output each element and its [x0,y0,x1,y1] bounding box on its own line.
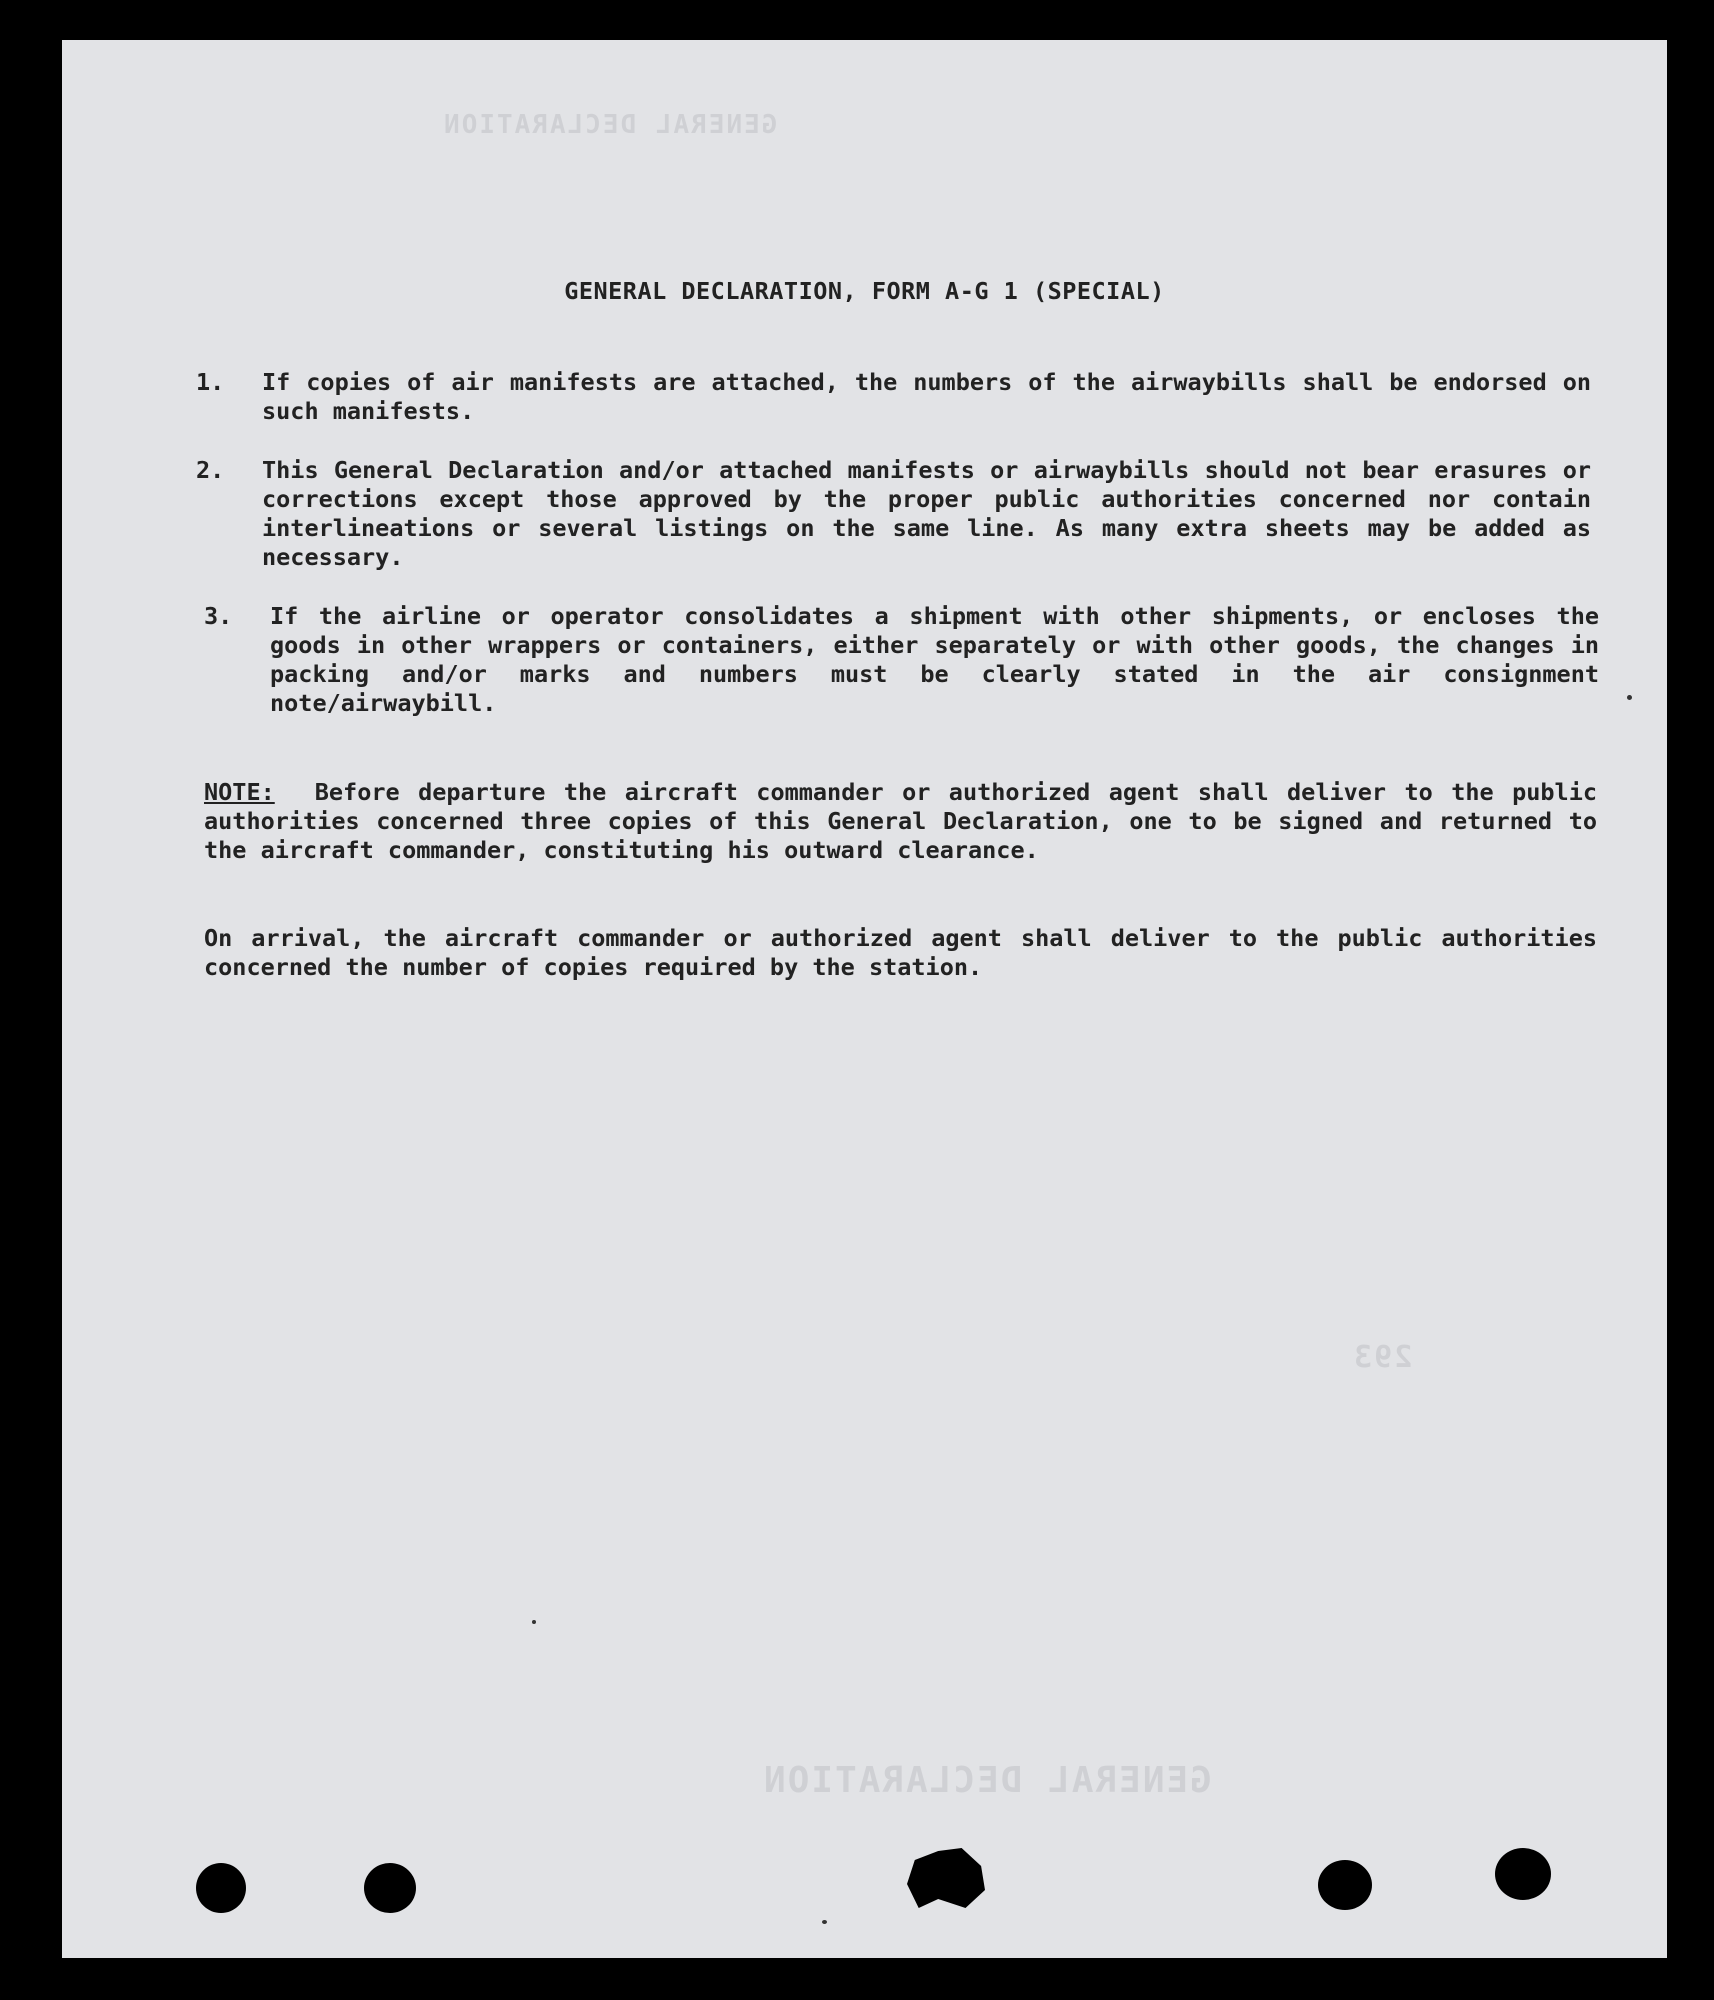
instruction-item-2 [196,456,1591,572]
item-text: This General Declaration and/or attached manifests or airwaybills should not bear erasures or corrections except those approved by the proper public authorities concerned nor contain interlineations or several listings on the same line. As many extra sheets may be added as necessary. [262,456,1591,571]
item-number: 3. [204,602,233,630]
document-page [62,40,1667,1958]
document-title: GENERAL DECLARATION, FORM A-G 1 (SPECIAL) [564,277,1165,305]
item-number: 2. [196,456,225,484]
punch-hole [1318,1860,1372,1910]
bleed-through-footer: GENERAL DECLARATION [762,1760,1212,1801]
arrival-paragraph: On arrival, the aircraft commander or authorized agent shall deliver to the public authorities concerned the number of copies required by the station. [204,924,1597,981]
bleed-through-header: GENERAL DECLARATION [442,110,778,140]
item-number: 1. [196,368,225,396]
punch-hole [196,1863,246,1913]
note-label: NOTE: [204,778,275,806]
item-text: If the airline or operator consolidates a shipment with other shipments, or encloses the goods in other wrappers or containers, either separately or with other goods, the changes in packing and/or marks and numbers must be clearly stated in the air consignment note/airwaybill. [270,602,1599,717]
speck [532,1620,536,1624]
note-text: Before departure the aircraft commander or authorized agent shall deliver to the public authorities concerned three copies of this General Declaration, one to be signed and returned to the aircraft commander, constituting his outward clearance. [204,778,1597,864]
item-text: If copies of air manifests are attached, the numbers of the airwaybills shall be endorsed on such manifests. [262,368,1591,425]
instruction-item-3 [204,602,1599,718]
note-paragraph [204,778,1597,865]
instruction-item-1 [196,368,1591,426]
bleed-through-number: 293 [1352,1340,1413,1375]
punch-hole [364,1863,416,1913]
speck [1627,695,1632,700]
punch-hole [1495,1848,1551,1900]
speck [822,1920,827,1924]
paper-tear [907,1848,985,1908]
